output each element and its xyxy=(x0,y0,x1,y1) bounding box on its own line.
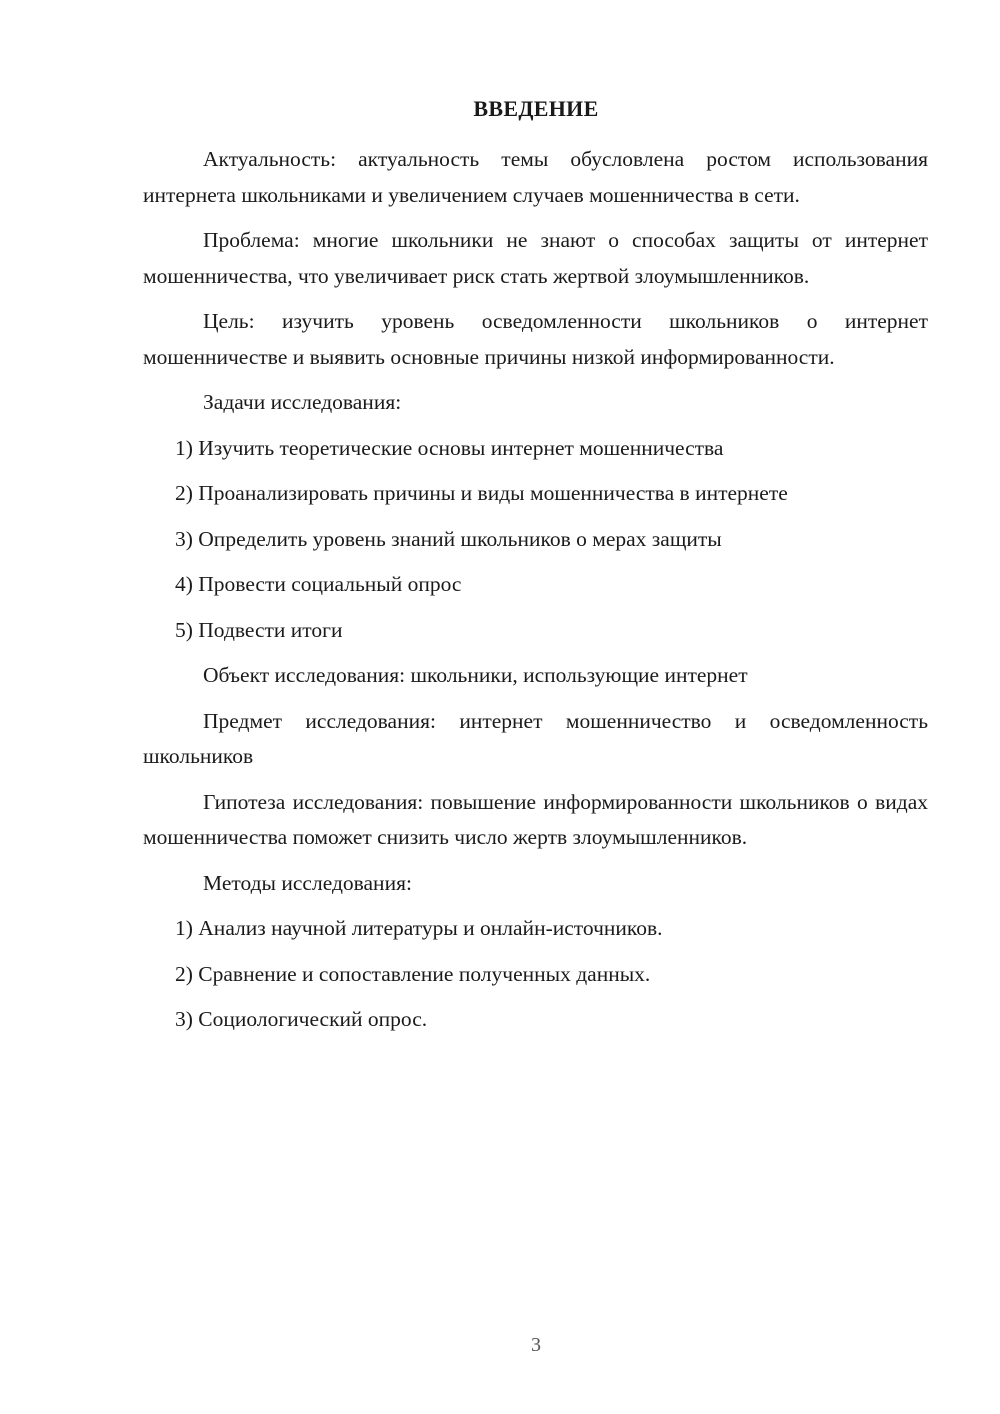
task-item-3: 3) Определить уровень знаний школьников о мерах защиты xyxy=(175,526,722,551)
problem-paragraph: Проблема: многие школьники не знают о способах защиты от интернет мошенничества, что увеличивает риск стать жертвой злоумышленников. xyxy=(143,228,928,288)
page-number: 3 xyxy=(531,1334,541,1356)
goal-paragraph: Цель: изучить уровень осведомленности школьников о интернет мошенничестве и выявить основные причины низкой информированности. xyxy=(143,309,928,369)
relevance-paragraph: Актуальность: актуальность темы обусловлена ростом использования интернета школьниками и увеличением случаев мошенничества в сети. xyxy=(143,147,928,207)
task-item-5: 5) Подвести итоги xyxy=(175,617,343,642)
method-item-3: 3) Социологический опрос. xyxy=(175,1007,428,1031)
method-item-2: 2) Сравнение и сопоставление полученных данных. xyxy=(175,961,651,986)
section-title: ВВЕДЕНИЕ xyxy=(473,96,599,121)
subject-paragraph: Предмет исследования: интернет мошенничество и осведомленность школьников xyxy=(143,708,928,768)
object-paragraph: Объект исследования: школьники, использующие интернет xyxy=(203,663,748,687)
task-item-2: 2) Проанализировать причины и виды мошенничества в интернете xyxy=(175,481,788,505)
task-item-1: 1) Изучить теоретические основы интернет мошенничества xyxy=(175,435,724,460)
hypothesis-paragraph: Гипотеза исследования: повышение информированности школьников о видах мошенничества поможет снизить число жертв злоумышленников. xyxy=(143,789,928,849)
tasks-heading: Задачи исследования: xyxy=(203,390,402,414)
method-item-1: 1) Анализ научной литературы и онлайн-источников. xyxy=(175,916,663,940)
methods-heading: Методы исследования: xyxy=(203,870,412,895)
introduction-body xyxy=(143,142,928,1048)
task-item-4: 4) Провести социальный опрос xyxy=(175,572,462,596)
